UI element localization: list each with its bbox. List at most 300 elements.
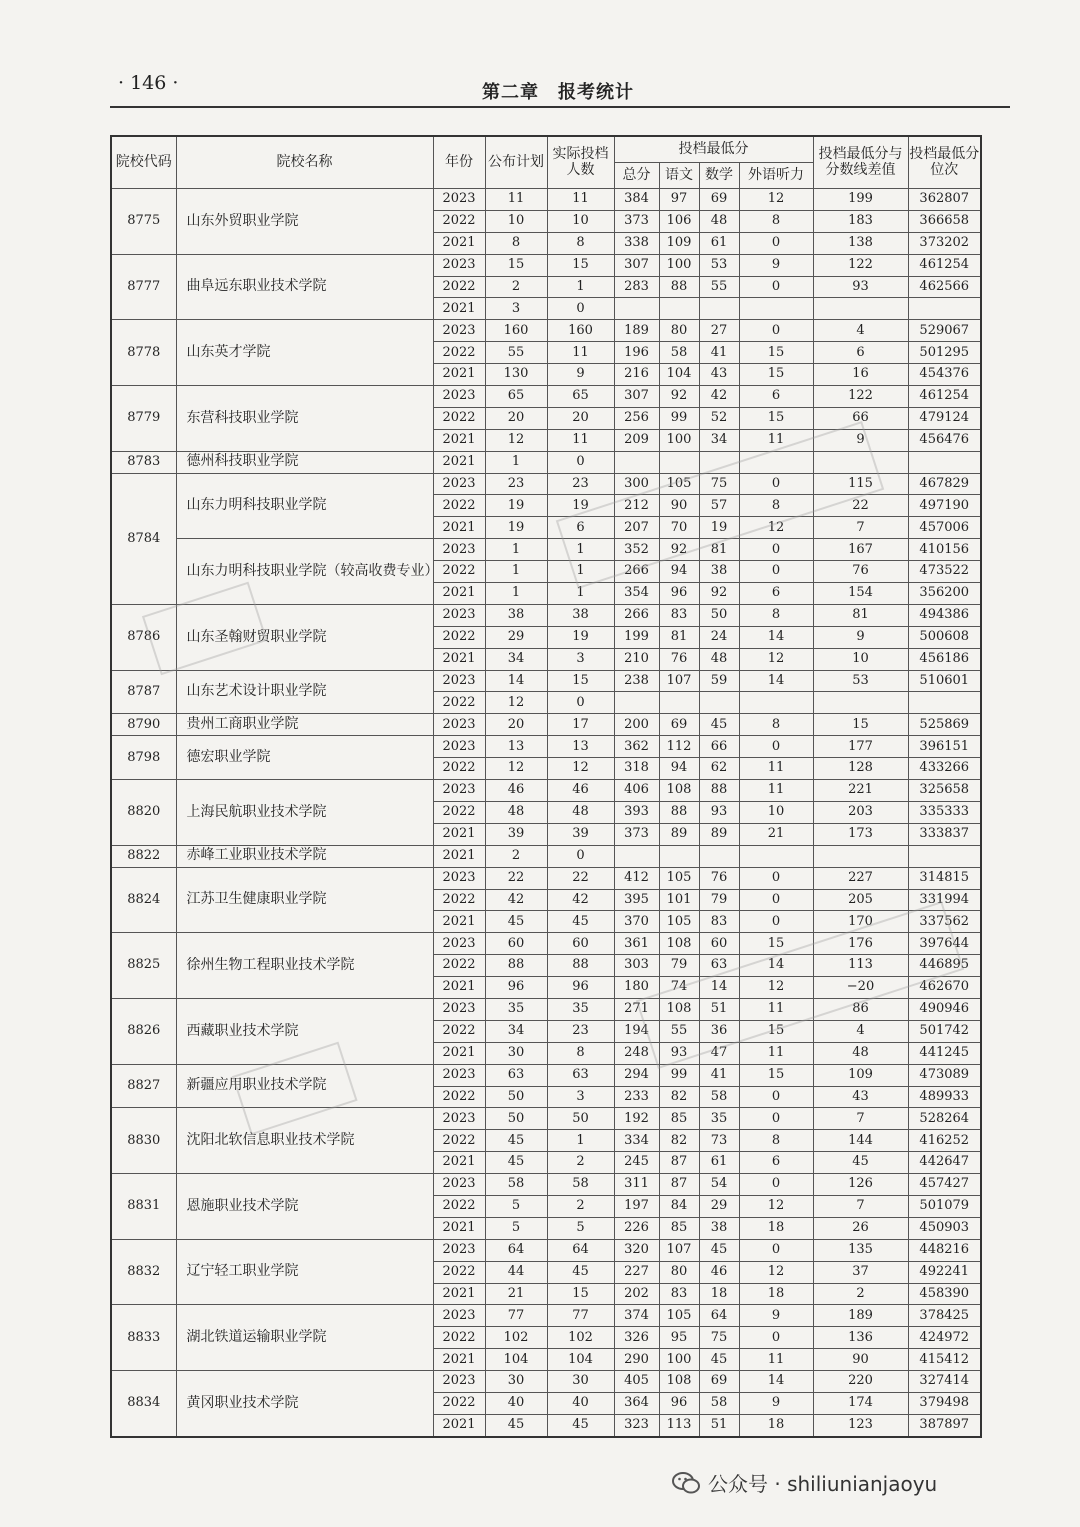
- cell-school-name: 山东力明科技职业学院: [176, 473, 433, 539]
- cell-rank: 441245: [908, 1042, 981, 1064]
- table-row: [111, 867, 981, 889]
- cell-plan: 21: [485, 1283, 547, 1305]
- cell-listening: 0: [739, 1327, 813, 1349]
- table-row: [111, 189, 981, 211]
- cell-actual: 2: [547, 1152, 614, 1174]
- cell-math: 51: [699, 1414, 739, 1436]
- cell-math: 38: [699, 561, 739, 583]
- cell-diff: 126: [813, 1174, 908, 1196]
- cell-code: 8827: [111, 1064, 176, 1108]
- cell-total: 212: [614, 495, 659, 517]
- cell-school-name: 山东艺术设计职业学院: [176, 670, 433, 714]
- cell-actual: 8: [547, 232, 614, 254]
- cell-chinese: 105: [659, 1305, 699, 1327]
- cell-plan: 5: [485, 1217, 547, 1239]
- header-rule: [110, 106, 1010, 108]
- cell-year: 2023: [433, 1239, 485, 1261]
- cell-math: 48: [699, 210, 739, 232]
- cell-chinese: 81: [659, 626, 699, 648]
- cell-chinese: 106: [659, 210, 699, 232]
- cell-diff: 189: [813, 1305, 908, 1327]
- col-header-year: 年份: [433, 136, 485, 189]
- cell-math: 60: [699, 933, 739, 955]
- cell-diff: 199: [813, 189, 908, 211]
- table-row: [111, 1239, 981, 1261]
- cell-total: 318: [614, 758, 659, 780]
- cell-actual: 2: [547, 1195, 614, 1217]
- cell-math: 92: [699, 583, 739, 605]
- cell-total: 226: [614, 1217, 659, 1239]
- cell-diff: 16: [813, 364, 908, 386]
- cell-year: 2023: [433, 189, 485, 211]
- cell-total: 245: [614, 1152, 659, 1174]
- cell-code: 8832: [111, 1239, 176, 1305]
- cell-math: 57: [699, 495, 739, 517]
- cell-chinese: 92: [659, 539, 699, 561]
- cell-diff: 205: [813, 889, 908, 911]
- cell-math: 27: [699, 320, 739, 342]
- cell-code: 8826: [111, 998, 176, 1064]
- cell-chinese: 97: [659, 189, 699, 211]
- cell-rank: 489933: [908, 1086, 981, 1108]
- cell-chinese: 99: [659, 1064, 699, 1086]
- cell-diff: 203: [813, 801, 908, 823]
- cell-rank: 501295: [908, 342, 981, 364]
- cell-year: 2022: [433, 276, 485, 298]
- cell-math: 24: [699, 626, 739, 648]
- table-row: [111, 1371, 981, 1393]
- cell-actual: 40: [547, 1392, 614, 1414]
- cell-total: 395: [614, 889, 659, 911]
- cell-total: 320: [614, 1239, 659, 1261]
- cell-plan: 14: [485, 670, 547, 692]
- cell-chinese: 108: [659, 1371, 699, 1393]
- cell-chinese: 105: [659, 473, 699, 495]
- cell-listening: 11: [739, 998, 813, 1020]
- cell-year: 2022: [433, 561, 485, 583]
- cell-math: 54: [699, 1174, 739, 1196]
- table-row: [111, 1174, 981, 1196]
- cell-plan: 2: [485, 276, 547, 298]
- cell-school-name: 山东英才学院: [176, 320, 433, 386]
- cell-actual: 39: [547, 823, 614, 845]
- cell-chinese: 93: [659, 1042, 699, 1064]
- cell-rank: 387897: [908, 1414, 981, 1436]
- cell-total: 199: [614, 626, 659, 648]
- cell-math: 88: [699, 780, 739, 802]
- cell-year: 2023: [433, 604, 485, 626]
- cell-listening: 18: [739, 1217, 813, 1239]
- cell-actual: 22: [547, 867, 614, 889]
- cell-code: 8820: [111, 780, 176, 846]
- cell-total: 307: [614, 254, 659, 276]
- cell-actual: 45: [547, 1261, 614, 1283]
- cell-total: 311: [614, 1174, 659, 1196]
- cell-total: 326: [614, 1327, 659, 1349]
- cell-total: 374: [614, 1305, 659, 1327]
- cell-total: 189: [614, 320, 659, 342]
- cell-year: 2022: [433, 1392, 485, 1414]
- cell-plan: 160: [485, 320, 547, 342]
- cell-diff: 135: [813, 1239, 908, 1261]
- cell-listening: 0: [739, 736, 813, 758]
- cell-chinese: 82: [659, 1086, 699, 1108]
- cell-math: 46: [699, 1261, 739, 1283]
- cell-school-name: 山东力明科技职业学院（较高收费专业）: [176, 539, 433, 605]
- cell-math: 76: [699, 867, 739, 889]
- cell-year: 2023: [433, 1108, 485, 1130]
- admission-stats-table: [110, 135, 982, 1438]
- cell-total: 216: [614, 364, 659, 386]
- cell-diff: −20: [813, 977, 908, 999]
- cell-rank: 362807: [908, 189, 981, 211]
- cell-actual: 15: [547, 670, 614, 692]
- cell-chinese: 76: [659, 648, 699, 670]
- cell-diff: 76: [813, 561, 908, 583]
- cell-year: 2021: [433, 823, 485, 845]
- col-header-min-score: 投档最低分: [614, 136, 813, 163]
- cell-chinese: 107: [659, 1239, 699, 1261]
- cell-plan: 38: [485, 604, 547, 626]
- table-row: [111, 320, 981, 342]
- cell-rank: 500608: [908, 626, 981, 648]
- cell-math: 64: [699, 1305, 739, 1327]
- cell-plan: 22: [485, 867, 547, 889]
- cell-math: 45: [699, 1239, 739, 1261]
- cell-actual: 15: [547, 1283, 614, 1305]
- cell-chinese: 90: [659, 495, 699, 517]
- cell-listening: 0: [739, 232, 813, 254]
- cell-actual: 10: [547, 210, 614, 232]
- cell-math: 50: [699, 604, 739, 626]
- cell-diff: 109: [813, 1064, 908, 1086]
- wechat-icon: [672, 1471, 700, 1495]
- cell-rank: 424972: [908, 1327, 981, 1349]
- col-header-total: 总分: [614, 163, 659, 189]
- cell-actual: 15: [547, 254, 614, 276]
- cell-rank: 442647: [908, 1152, 981, 1174]
- cell-year: 2021: [433, 977, 485, 999]
- cell-plan: 45: [485, 1130, 547, 1152]
- cell-plan: 88: [485, 955, 547, 977]
- cell-chinese: 69: [659, 714, 699, 736]
- cell-plan: 44: [485, 1261, 547, 1283]
- cell-listening: 0: [739, 1174, 813, 1196]
- cell-code: 8786: [111, 604, 176, 670]
- cell-code: 8790: [111, 714, 176, 736]
- cell-actual: 58: [547, 1174, 614, 1196]
- cell-school-name: 沈阳北软信息职业技术学院: [176, 1108, 433, 1174]
- cell-listening: 11: [739, 780, 813, 802]
- cell-rank: 314815: [908, 867, 981, 889]
- cell-year: 2021: [433, 583, 485, 605]
- cell-plan: 45: [485, 1152, 547, 1174]
- cell-chinese: 104: [659, 364, 699, 386]
- cell-actual: 1: [547, 583, 614, 605]
- cell-actual: 50: [547, 1108, 614, 1130]
- cell-actual: 11: [547, 429, 614, 451]
- cell-code: 8777: [111, 254, 176, 320]
- cell-listening: 15: [739, 342, 813, 364]
- cell-code: 8825: [111, 933, 176, 999]
- cell-code: 8784: [111, 473, 176, 604]
- cell-total: 334: [614, 1130, 659, 1152]
- cell-plan: 20: [485, 714, 547, 736]
- cell-total: 207: [614, 517, 659, 539]
- cell-math: 69: [699, 1371, 739, 1393]
- cell-total: 194: [614, 1020, 659, 1042]
- cell-diff: 90: [813, 1349, 908, 1371]
- cell-math: 81: [699, 539, 739, 561]
- cell-year: 2023: [433, 714, 485, 736]
- cell-total: 370: [614, 911, 659, 933]
- cell-chinese: 95: [659, 1327, 699, 1349]
- page-number: · 146 ·: [118, 72, 179, 94]
- cell-code: 8833: [111, 1305, 176, 1371]
- cell-school-name: 德宏职业学院: [176, 736, 433, 780]
- cell-year: 2022: [433, 210, 485, 232]
- cell-plan: 48: [485, 801, 547, 823]
- cell-total: 406: [614, 780, 659, 802]
- cell-diff: 45: [813, 1152, 908, 1174]
- cell-total: 200: [614, 714, 659, 736]
- cell-year: 2021: [433, 1217, 485, 1239]
- cell-math: 75: [699, 473, 739, 495]
- cell-diff: 81: [813, 604, 908, 626]
- cell-chinese: 83: [659, 1283, 699, 1305]
- cell-listening: 12: [739, 977, 813, 999]
- cell-rank: 461254: [908, 386, 981, 408]
- cell-year: 2023: [433, 780, 485, 802]
- cell-chinese: 58: [659, 342, 699, 364]
- cell-school-name: 德州科技职业学院: [176, 451, 433, 473]
- cell-total: 393: [614, 801, 659, 823]
- cell-listening: 8: [739, 604, 813, 626]
- cell-actual: 102: [547, 1327, 614, 1349]
- cell-year: 2023: [433, 1064, 485, 1086]
- cell-math: 58: [699, 1086, 739, 1108]
- cell-math: 53: [699, 254, 739, 276]
- cell-math: 41: [699, 342, 739, 364]
- cell-actual: 9: [547, 364, 614, 386]
- cell-diff: 4: [813, 320, 908, 342]
- cell-chinese: 108: [659, 933, 699, 955]
- cell-chinese: 109: [659, 232, 699, 254]
- cell-math: [699, 451, 739, 473]
- cell-actual: 1: [547, 276, 614, 298]
- cell-listening: 21: [739, 823, 813, 845]
- cell-math: 55: [699, 276, 739, 298]
- cell-math: 14: [699, 977, 739, 999]
- cell-year: 2023: [433, 867, 485, 889]
- cell-plan: 1: [485, 451, 547, 473]
- cell-rank: [908, 845, 981, 867]
- cell-chinese: 99: [659, 407, 699, 429]
- cell-diff: 86: [813, 998, 908, 1020]
- table-row: [111, 254, 981, 276]
- cell-chinese: 83: [659, 604, 699, 626]
- cell-year: 2021: [433, 364, 485, 386]
- cell-math: 89: [699, 823, 739, 845]
- cell-code: 8778: [111, 320, 176, 386]
- cell-plan: 12: [485, 692, 547, 714]
- cell-math: 38: [699, 1217, 739, 1239]
- cell-plan: 45: [485, 1414, 547, 1436]
- cell-total: 338: [614, 232, 659, 254]
- cell-chinese: 112: [659, 736, 699, 758]
- cell-plan: 55: [485, 342, 547, 364]
- cell-code: 8775: [111, 189, 176, 255]
- cell-total: 384: [614, 189, 659, 211]
- cell-chinese: 80: [659, 320, 699, 342]
- cell-rank: 446895: [908, 955, 981, 977]
- cell-actual: 35: [547, 998, 614, 1020]
- cell-total: 283: [614, 276, 659, 298]
- cell-total: 248: [614, 1042, 659, 1064]
- cell-plan: 35: [485, 998, 547, 1020]
- cell-rank: 458390: [908, 1283, 981, 1305]
- cell-school-name: 上海民航职业技术学院: [176, 780, 433, 846]
- cell-year: 2022: [433, 692, 485, 714]
- cell-total: 373: [614, 823, 659, 845]
- cell-plan: 64: [485, 1239, 547, 1261]
- cell-year: 2022: [433, 955, 485, 977]
- cell-listening: 0: [739, 276, 813, 298]
- cell-school-name: 恩施职业技术学院: [176, 1174, 433, 1240]
- cell-rank: [908, 692, 981, 714]
- cell-diff: 220: [813, 1371, 908, 1393]
- cell-chinese: 101: [659, 889, 699, 911]
- cell-plan: 20: [485, 407, 547, 429]
- cell-rank: 529067: [908, 320, 981, 342]
- cell-chinese: 100: [659, 1349, 699, 1371]
- cell-year: 2022: [433, 1130, 485, 1152]
- cell-diff: 154: [813, 583, 908, 605]
- cell-total: 364: [614, 1392, 659, 1414]
- cell-diff: 227: [813, 867, 908, 889]
- cell-actual: 11: [547, 189, 614, 211]
- cell-school-name: 贵州工商职业学院: [176, 714, 433, 736]
- cell-listening: 15: [739, 933, 813, 955]
- cell-plan: 30: [485, 1042, 547, 1064]
- cell-actual: 13: [547, 736, 614, 758]
- cell-plan: 34: [485, 648, 547, 670]
- cell-plan: 5: [485, 1195, 547, 1217]
- cell-chinese: 87: [659, 1152, 699, 1174]
- cell-total: 256: [614, 407, 659, 429]
- cell-year: 2021: [433, 517, 485, 539]
- cell-actual: 63: [547, 1064, 614, 1086]
- cell-actual: 30: [547, 1371, 614, 1393]
- cell-math: [699, 845, 739, 867]
- cell-diff: 113: [813, 955, 908, 977]
- cell-diff: 9: [813, 626, 908, 648]
- cell-diff: 37: [813, 1261, 908, 1283]
- cell-diff: 144: [813, 1130, 908, 1152]
- cell-listening: 12: [739, 1195, 813, 1217]
- cell-rank: 461254: [908, 254, 981, 276]
- cell-diff: 115: [813, 473, 908, 495]
- cell-math: 42: [699, 386, 739, 408]
- cell-year: 2023: [433, 254, 485, 276]
- cell-listening: [739, 451, 813, 473]
- cell-chinese: 70: [659, 517, 699, 539]
- cell-math: 93: [699, 801, 739, 823]
- cell-math: 58: [699, 1392, 739, 1414]
- cell-chinese: 94: [659, 561, 699, 583]
- cell-math: 63: [699, 955, 739, 977]
- cell-diff: 177: [813, 736, 908, 758]
- cell-chinese: 107: [659, 670, 699, 692]
- cell-year: 2021: [433, 1283, 485, 1305]
- cell-listening: 0: [739, 1108, 813, 1130]
- cell-total: 307: [614, 386, 659, 408]
- cell-chinese: [659, 451, 699, 473]
- cell-rank: 450903: [908, 1217, 981, 1239]
- cell-chinese: 85: [659, 1108, 699, 1130]
- cell-year: 2022: [433, 495, 485, 517]
- cell-listening: 12: [739, 517, 813, 539]
- cell-rank: 494386: [908, 604, 981, 626]
- table-row: [111, 539, 981, 561]
- cell-listening: [739, 298, 813, 320]
- cell-diff: 9: [813, 429, 908, 451]
- cell-actual: 0: [547, 451, 614, 473]
- table-row: [111, 780, 981, 802]
- cell-actual: 1: [547, 561, 614, 583]
- cell-rank: [908, 298, 981, 320]
- cell-year: 2023: [433, 998, 485, 1020]
- cell-diff: 26: [813, 1217, 908, 1239]
- table-row: [111, 1305, 981, 1327]
- cell-listening: 6: [739, 386, 813, 408]
- cell-math: 48: [699, 648, 739, 670]
- cell-diff: 122: [813, 254, 908, 276]
- cell-listening: 9: [739, 1305, 813, 1327]
- cell-actual: 65: [547, 386, 614, 408]
- cell-total: [614, 845, 659, 867]
- cell-actual: 96: [547, 977, 614, 999]
- cell-total: 271: [614, 998, 659, 1020]
- cell-year: 2023: [433, 1174, 485, 1196]
- cell-listening: 0: [739, 561, 813, 583]
- cell-actual: 104: [547, 1349, 614, 1371]
- cell-total: [614, 298, 659, 320]
- col-header-listening: 外语听力: [739, 163, 813, 189]
- cell-listening: 14: [739, 670, 813, 692]
- cell-year: 2021: [433, 1414, 485, 1436]
- cell-math: 36: [699, 1020, 739, 1042]
- cell-plan: 45: [485, 911, 547, 933]
- cell-year: 2021: [433, 429, 485, 451]
- table-row: [111, 386, 981, 408]
- cell-school-name: 辽宁轻工职业学院: [176, 1239, 433, 1305]
- cell-listening: 0: [739, 320, 813, 342]
- cell-plan: 12: [485, 429, 547, 451]
- cell-rank: 501079: [908, 1195, 981, 1217]
- cell-actual: 8: [547, 1042, 614, 1064]
- cell-rank: 456186: [908, 648, 981, 670]
- cell-rank: 510601: [908, 670, 981, 692]
- cell-listening: 0: [739, 911, 813, 933]
- cell-rank: 415412: [908, 1349, 981, 1371]
- cell-listening: 12: [739, 1261, 813, 1283]
- cell-chinese: 88: [659, 801, 699, 823]
- cell-rank: 457427: [908, 1174, 981, 1196]
- cell-year: 2022: [433, 801, 485, 823]
- cell-listening: 11: [739, 1349, 813, 1371]
- cell-chinese: 108: [659, 780, 699, 802]
